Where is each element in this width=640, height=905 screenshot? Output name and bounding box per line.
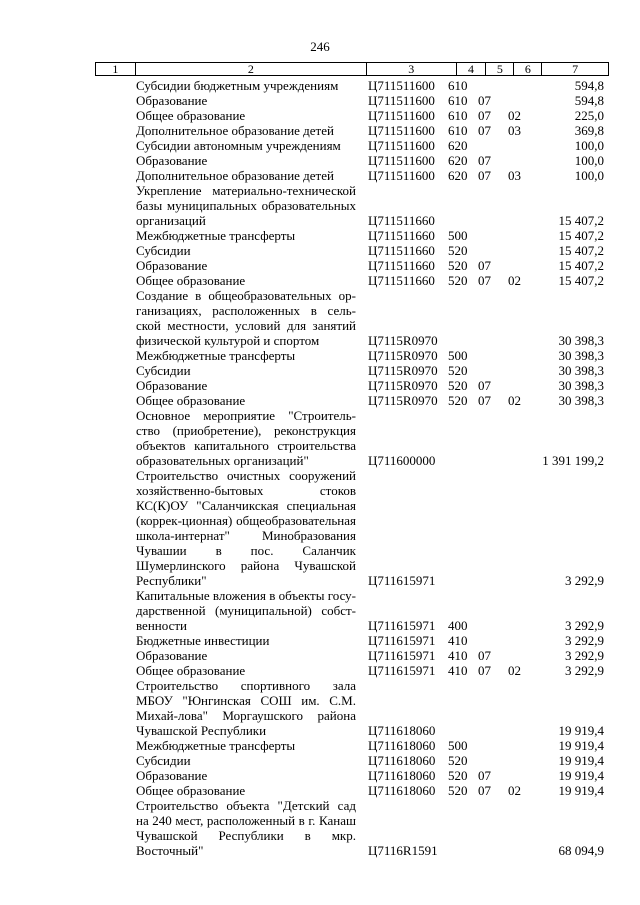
- row-vr: 610: [448, 123, 468, 138]
- row-sum: 594,8: [574, 78, 604, 93]
- header-col-2: 2: [136, 63, 367, 75]
- row-rz: 07: [478, 378, 491, 393]
- row-vr: 410: [448, 663, 468, 678]
- table-row: [0, 798, 640, 858]
- row-vr: 620: [448, 168, 468, 183]
- row-sum: 68 094,9: [558, 843, 604, 858]
- row-code: Ц711618060: [368, 783, 436, 798]
- row-name: Образование: [136, 768, 208, 783]
- table-row: [0, 138, 640, 153]
- row-sum: 15 407,2: [558, 228, 604, 243]
- row-sum: 225,0: [574, 108, 604, 123]
- row-sum: 100,0: [574, 168, 604, 183]
- row-name: Капитальные вложения в объекты госу-дарственной (муниципальной) собст-венности: [136, 588, 356, 633]
- table-row: [0, 468, 640, 588]
- table-row: [0, 738, 640, 753]
- header-col-4: 4: [457, 63, 487, 75]
- row-name: Дополнительное образование детей: [136, 123, 334, 138]
- row-vr: 520: [448, 393, 468, 408]
- header-col-1: 1: [96, 63, 136, 75]
- row-code: Ц711618060: [368, 768, 436, 783]
- row-code: Ц7116R1591: [368, 843, 438, 858]
- row-code: Ц711618060: [368, 723, 436, 738]
- row-sum: 30 398,3: [558, 348, 604, 363]
- row-sum: 15 407,2: [558, 258, 604, 273]
- row-sum: 100,0: [574, 153, 604, 168]
- header-col-7: 7: [572, 62, 579, 76]
- row-code: Ц711615971: [368, 663, 436, 678]
- table-row: [0, 753, 640, 768]
- row-vr: 520: [448, 243, 468, 258]
- row-sum: 15 407,2: [558, 243, 604, 258]
- table-row: [0, 288, 640, 348]
- row-vr: 620: [448, 138, 468, 153]
- row-vr: 520: [448, 768, 468, 783]
- row-name: Образование: [136, 93, 208, 108]
- table-row: [0, 243, 640, 258]
- header-col-5: 5: [486, 63, 514, 75]
- row-code: Ц711618060: [368, 753, 436, 768]
- table-row: [0, 678, 640, 738]
- row-sum: 30 398,3: [558, 333, 604, 348]
- row-sum: 15 407,2: [558, 213, 604, 228]
- row-pr: 02: [508, 393, 521, 408]
- row-pr: 02: [508, 663, 521, 678]
- table-row: [0, 378, 640, 393]
- row-rz: 07: [478, 123, 491, 138]
- row-code: Ц711511600: [368, 138, 435, 153]
- row-code: Ц711511600: [368, 78, 435, 93]
- table-row: [0, 588, 640, 633]
- row-name: Общее образование: [136, 783, 246, 798]
- row-vr: 620: [448, 153, 468, 168]
- table-row: [0, 123, 640, 138]
- row-name: Бюджетные инвестиции: [136, 633, 270, 648]
- row-pr: 02: [508, 273, 521, 288]
- row-rz: 07: [478, 273, 491, 288]
- row-sum: 3 292,9: [565, 648, 604, 663]
- row-name: Субсидии: [136, 753, 191, 768]
- row-rz: 07: [478, 663, 491, 678]
- row-name: Субсидии: [136, 243, 191, 258]
- row-rz: 07: [478, 168, 491, 183]
- row-code: Ц711511600: [368, 108, 435, 123]
- row-rz: 07: [478, 153, 491, 168]
- row-code: Ц711511660: [368, 213, 435, 228]
- table-body: [0, 78, 640, 858]
- row-vr: 500: [448, 228, 468, 243]
- row-rz: 07: [478, 108, 491, 123]
- table-row: [0, 228, 640, 243]
- row-rz: 07: [478, 393, 491, 408]
- header-col-6: 6: [514, 63, 542, 75]
- row-name: Общее образование: [136, 663, 246, 678]
- row-sum: 19 919,4: [558, 723, 604, 738]
- row-sum: 19 919,4: [558, 738, 604, 753]
- row-name: Межбюджетные трансферты: [136, 348, 296, 363]
- row-name: Образование: [136, 378, 208, 393]
- row-pr: 03: [508, 168, 521, 183]
- row-code: Ц711600000: [368, 453, 436, 468]
- row-name: Строительство спортивного зала МБОУ "Юнгинская СОШ им. С.М. Михай-лова" Моргаушского района Чувашской Республики: [136, 678, 356, 738]
- row-code: Ц711511660: [368, 258, 435, 273]
- row-sum: 1 391 199,2: [542, 453, 604, 468]
- row-name: Межбюджетные трансферты: [136, 228, 296, 243]
- row-vr: 520: [448, 783, 468, 798]
- row-sum: 3 292,9: [565, 573, 604, 588]
- row-sum: 30 398,3: [558, 393, 604, 408]
- row-code: Ц7115R0970: [368, 348, 438, 363]
- row-sum: 15 407,2: [558, 273, 604, 288]
- table-row: [0, 363, 640, 378]
- row-name: Субсидии автономным учреждениям: [136, 138, 341, 153]
- row-sum: 19 919,4: [558, 753, 604, 768]
- row-sum: 30 398,3: [558, 363, 604, 378]
- row-sum: 594,8: [574, 93, 604, 108]
- row-vr: 400: [448, 618, 468, 633]
- row-vr: 520: [448, 273, 468, 288]
- row-vr: 410: [448, 633, 468, 648]
- row-pr: 02: [508, 783, 521, 798]
- row-vr: 610: [448, 78, 468, 93]
- row-vr: 520: [448, 378, 468, 393]
- row-vr: 520: [448, 363, 468, 378]
- row-vr: 610: [448, 93, 468, 108]
- row-code: Ц711615971: [368, 633, 436, 648]
- table-row: [0, 78, 640, 93]
- row-name: Образование: [136, 648, 208, 663]
- table-row: [0, 258, 640, 273]
- row-rz: 07: [478, 648, 491, 663]
- table-row: [0, 783, 640, 798]
- row-code: Ц7115R0970: [368, 363, 438, 378]
- row-vr: 410: [448, 648, 468, 663]
- row-rz: 07: [478, 258, 491, 273]
- row-name: Общее образование: [136, 108, 246, 123]
- row-sum: 369,8: [574, 123, 604, 138]
- row-vr: 500: [448, 348, 468, 363]
- row-vr: 610: [448, 108, 468, 123]
- row-name: Основное мероприятие "Строитель-ство (приобретение), реконструкция объектов капитального строительства образовательных организаций": [136, 408, 356, 468]
- row-code: Ц711511660: [368, 228, 435, 243]
- row-sum: 30 398,3: [558, 378, 604, 393]
- row-name: Общее образование: [136, 393, 246, 408]
- row-vr: 500: [448, 738, 468, 753]
- row-code: Ц7115R0970: [368, 378, 438, 393]
- row-code: Ц711511660: [368, 273, 435, 288]
- table-row: [0, 93, 640, 108]
- row-name: Субсидии бюджетным учреждениям: [136, 78, 339, 93]
- row-name: Укрепление материально-технической базы муниципальных образовательных организаций: [136, 183, 356, 228]
- row-pr: 02: [508, 108, 521, 123]
- row-code: Ц711511600: [368, 168, 435, 183]
- row-rz: 07: [478, 783, 491, 798]
- table-row: [0, 183, 640, 228]
- row-sum: 100,0: [574, 138, 604, 153]
- table-row: [0, 393, 640, 408]
- row-code: Ц711615971: [368, 573, 436, 588]
- page-number: 246: [310, 39, 330, 54]
- table-row: [0, 348, 640, 363]
- row-rz: 07: [478, 768, 491, 783]
- row-code: Ц711511660: [368, 243, 435, 258]
- table-row: [0, 768, 640, 783]
- header-col-3: 3: [367, 63, 457, 75]
- row-name: Дополнительное образование детей: [136, 168, 334, 183]
- row-vr: 520: [448, 753, 468, 768]
- table-row: [0, 108, 640, 123]
- table-header: [95, 62, 609, 76]
- row-code: Ц711511600: [368, 93, 435, 108]
- table-row: [0, 633, 640, 648]
- row-sum: 3 292,9: [565, 663, 604, 678]
- row-code: Ц711615971: [368, 648, 436, 663]
- row-sum: 19 919,4: [558, 783, 604, 798]
- table-row: [0, 273, 640, 288]
- row-sum: 19 919,4: [558, 768, 604, 783]
- row-sum: 3 292,9: [565, 633, 604, 648]
- row-code: Ц711618060: [368, 738, 436, 753]
- row-name: Образование: [136, 153, 208, 168]
- row-name: Межбюджетные трансферты: [136, 738, 296, 753]
- row-name: Создание в общеобразовательных ор-ганизациях, расположенных в сель-ской местности, условий для занятий физической культурой и спортом: [136, 288, 356, 348]
- row-pr: 03: [508, 123, 521, 138]
- row-code: Ц7115R0970: [368, 333, 438, 348]
- row-rz: 07: [478, 93, 491, 108]
- table-row: [0, 648, 640, 663]
- table-row: [0, 663, 640, 678]
- row-name: Образование: [136, 258, 208, 273]
- row-name: Субсидии: [136, 363, 191, 378]
- row-code: Ц7115R0970: [368, 393, 438, 408]
- row-name: Общее образование: [136, 273, 246, 288]
- table-row: [0, 153, 640, 168]
- table-row: [0, 408, 640, 468]
- row-code: Ц711511600: [368, 153, 435, 168]
- row-vr: 520: [448, 258, 468, 273]
- row-code: Ц711511600: [368, 123, 435, 138]
- row-code: Ц711615971: [368, 618, 436, 633]
- table-row: [0, 168, 640, 183]
- row-sum: 3 292,9: [565, 618, 604, 633]
- row-name: Строительство объекта "Детский сад на 240 мест, расположенный в г. Канаш Чувашской Республики в мкр. Восточный": [136, 798, 356, 858]
- row-name: Строительство очистных сооружений хозяйственно-бытовых стоков КС(К)ОУ "Саланчикская специальная (коррек-ционная) общеобразовательная школа-интернат" Минобразования Чувашии в пос. Саланчик Шумерлинского района Чувашской Республики": [136, 468, 356, 588]
